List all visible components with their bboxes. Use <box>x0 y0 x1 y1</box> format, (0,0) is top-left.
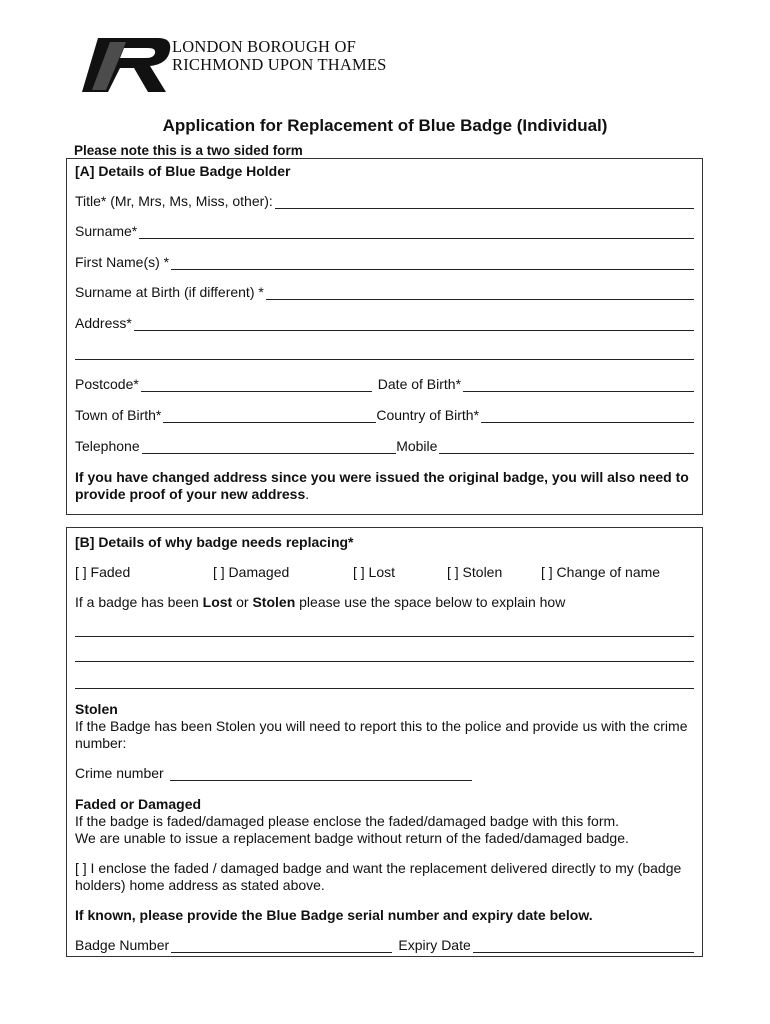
explain-line-1[interactable] <box>75 636 694 637</box>
postcode-field[interactable] <box>141 379 372 392</box>
telephone-field[interactable] <box>142 441 397 454</box>
option-stolen-checkbox[interactable]: [ ] Stolen <box>447 564 503 580</box>
address-change-note <box>75 469 694 503</box>
crime-number-field[interactable] <box>170 768 472 781</box>
section-b-heading: [B] Details of why badge needs replacing* <box>75 534 354 550</box>
explain-line-2[interactable] <box>75 661 694 662</box>
address-change-note-end: . <box>305 486 310 502</box>
section-a-heading: [A] Details of Blue Badge Holder <box>75 163 291 179</box>
option-faded-checkbox[interactable]: [ ] Faded <box>75 564 131 580</box>
crime-number-label: Crime number <box>75 765 164 781</box>
faded-heading: Faded or Damaged <box>75 796 202 812</box>
two-sided-note: Please note this is a two sided form <box>74 143 303 158</box>
postcode-label: Postcode* <box>75 376 139 392</box>
country-birth-field[interactable] <box>481 410 694 423</box>
mobile-field[interactable] <box>439 441 694 454</box>
council-name-line2: RICHMOND UPON THAMES <box>172 55 387 74</box>
dob-label: Date of Birth* <box>377 376 462 392</box>
first-name-field[interactable] <box>171 257 694 270</box>
enclose-badge-checkbox[interactable]: [ ] I enclose the faded / damaged badge and want the replacement delivered directly to my (badge holders) home address as stated above. <box>75 860 682 893</box>
expiry-date-label: Expiry Date <box>398 937 471 953</box>
expiry-date-field[interactable] <box>473 940 694 953</box>
first-name-field-row <box>75 254 694 270</box>
option-change-name-checkbox[interactable]: [ ] Change of name <box>541 564 661 580</box>
council-name-line1: LONDON BOROUGH OF <box>172 37 356 56</box>
badge-number-field[interactable] <box>171 940 392 953</box>
surname-birth-field[interactable] <box>266 287 694 300</box>
faded-text-2: We are unable to issue a replacement badge without return of the faded/damaged badge. <box>75 830 629 846</box>
option-lost-checkbox[interactable]: [ ] Lost <box>353 564 396 580</box>
section-a-box <box>66 158 703 515</box>
explain-instruction <box>75 594 694 611</box>
explain-pre: If a badge has been <box>75 594 203 610</box>
country-birth-label: Country of Birth* <box>376 407 480 423</box>
council-name <box>172 38 387 74</box>
explain-or: or <box>232 594 253 610</box>
explain-stolen: Stolen <box>252 594 296 610</box>
surname-field[interactable] <box>139 226 694 239</box>
address-field-row <box>75 315 694 331</box>
badge-expiry-row <box>75 937 694 953</box>
crime-number-row <box>75 765 694 781</box>
address-field[interactable] <box>134 318 694 331</box>
address-field-line2[interactable] <box>75 359 694 360</box>
town-birth-label: Town of Birth* <box>75 407 162 423</box>
richmond-r-logo-icon <box>80 34 175 96</box>
explain-line-3[interactable] <box>75 688 694 689</box>
phone-row <box>75 438 694 454</box>
telephone-label: Telephone <box>75 438 140 454</box>
surname-label: Surname* <box>75 223 138 239</box>
surname-field-row <box>75 223 694 239</box>
title-field[interactable] <box>275 196 694 209</box>
serial-note: If known, please provide the Blue Badge serial number and expiry date below. <box>75 907 593 923</box>
explain-lost: Lost <box>202 594 233 610</box>
option-damaged-checkbox[interactable]: [ ] Damaged <box>213 564 290 580</box>
title-label: Title* (Mr, Mrs, Ms, Miss, other): <box>75 193 273 209</box>
surname-birth-field-row <box>75 284 694 300</box>
mobile-label: Mobile <box>396 438 438 454</box>
faded-text-1: If the badge is faded/damaged please enclose the faded/damaged badge with this form. <box>75 813 620 829</box>
stolen-text: If the Badge has been Stolen you will need to report this to the police and provide us with the crime number: <box>75 718 688 751</box>
section-b-box <box>66 527 703 957</box>
birthplace-row <box>75 407 694 423</box>
address-label: Address* <box>75 315 132 331</box>
badge-number-label: Badge Number <box>75 937 170 953</box>
surname-birth-label: Surname at Birth (if different) * <box>75 284 264 300</box>
town-birth-field[interactable] <box>163 410 376 423</box>
postcode-dob-row <box>75 376 694 392</box>
dob-field[interactable] <box>463 379 694 392</box>
form-title: Application for Replacement of Blue Badge (Individual) <box>162 116 608 135</box>
stolen-heading: Stolen <box>75 701 118 717</box>
title-field-row <box>75 193 694 209</box>
address-change-note-text: If you have changed address since you were issued the original badge, you will also need to provide proof of your new address <box>75 469 689 502</box>
explain-post: please use the space below to explain how <box>295 594 566 610</box>
first-name-label: First Name(s) * <box>75 254 170 270</box>
